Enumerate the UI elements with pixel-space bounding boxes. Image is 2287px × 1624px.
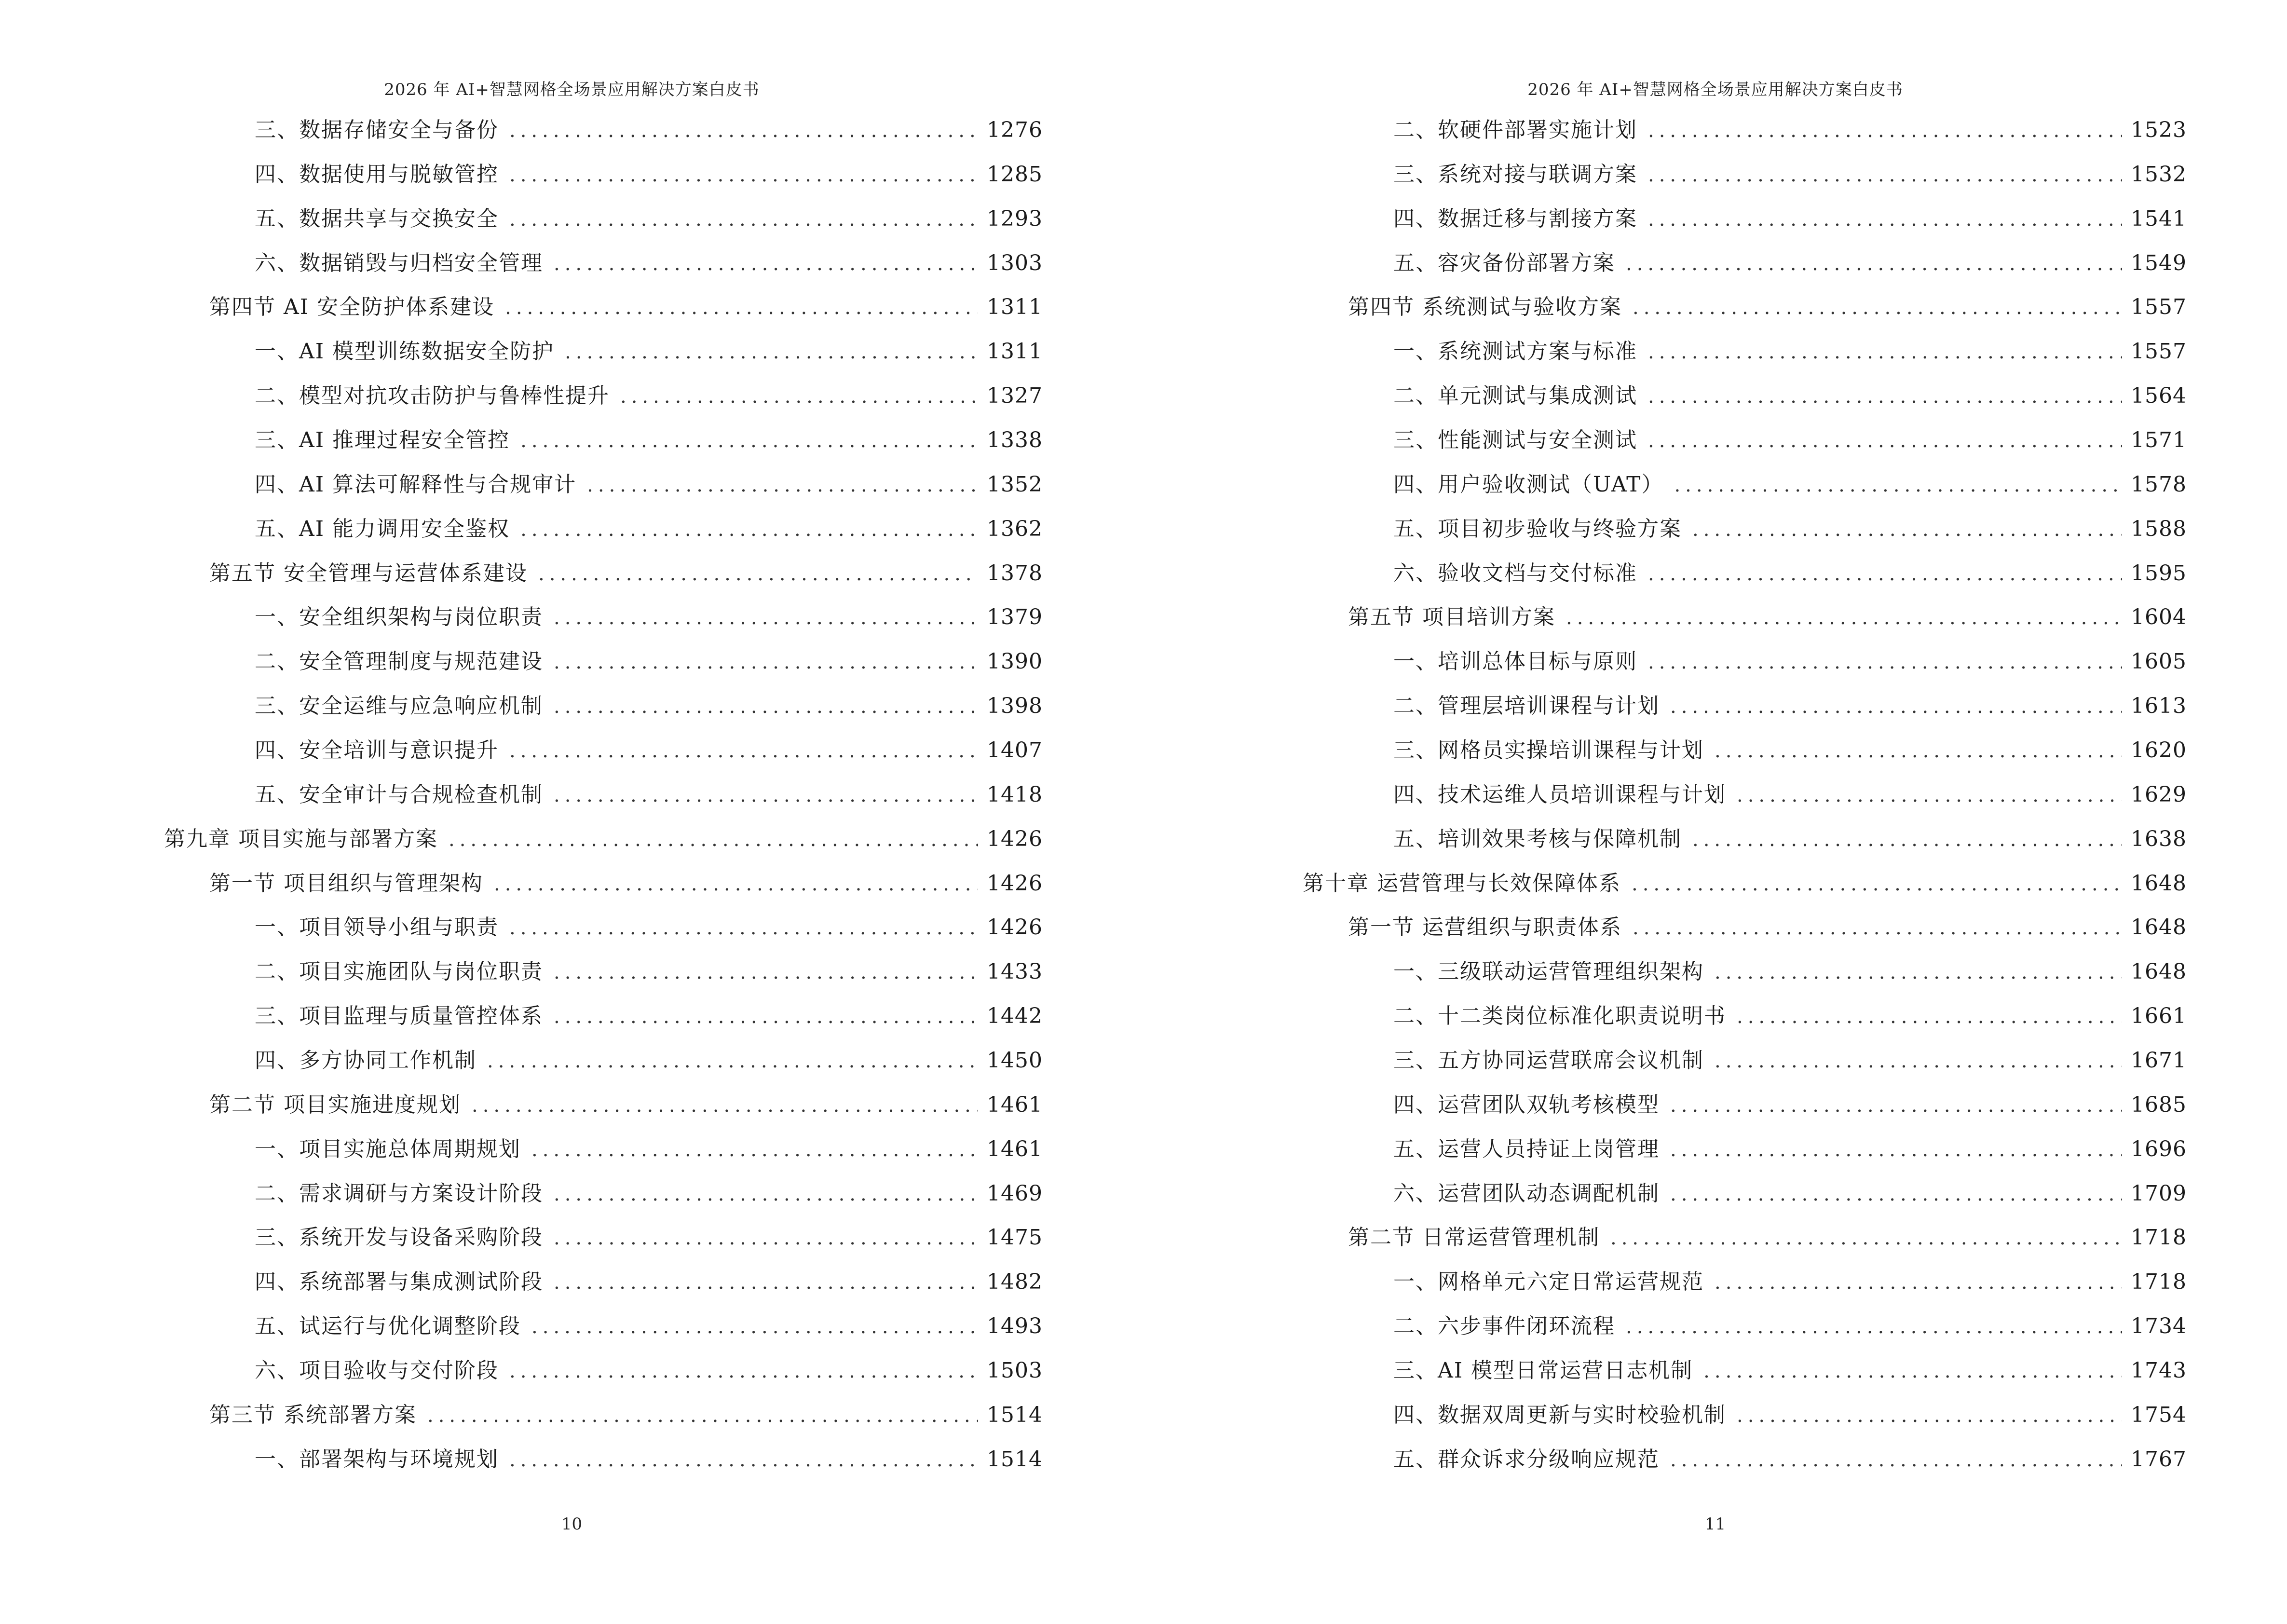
toc-entry-page-number: 1285 <box>987 162 1043 187</box>
toc-subsection-entry[interactable] <box>1303 204 2187 234</box>
toc-entry-page-number: 1311 <box>987 339 1043 364</box>
toc-entry-title: 六、运营团队动态调配机制 <box>1393 1181 1660 1206</box>
toc-subsection-entry[interactable] <box>1303 956 2187 987</box>
toc-entry-title: 四、数据使用与脱敏管控 <box>255 162 499 187</box>
toc-subsection-entry[interactable] <box>1303 646 2187 677</box>
toc-leader-dots <box>487 1046 978 1077</box>
toc-leader-dots <box>554 1001 978 1032</box>
toc-entry-page-number: 1461 <box>987 1092 1043 1117</box>
toc-entry-title: 六、项目验收与交付阶段 <box>255 1358 499 1383</box>
toc-subsection-entry[interactable] <box>164 381 1043 411</box>
toc-leader-dots <box>505 292 978 323</box>
toc-subsection-entry[interactable] <box>164 514 1043 545</box>
toc-entry-page-number: 1578 <box>2131 472 2187 497</box>
toc-subsection-entry[interactable] <box>164 1444 1043 1475</box>
toc-entry-title: 五、群众诉求分级响应规范 <box>1393 1447 1660 1472</box>
toc-entry-title: 二、单元测试与集成测试 <box>1393 383 1637 409</box>
toc-entry-page-number: 1629 <box>2131 782 2187 807</box>
toc-entry-title: 三、项目监理与质量管控体系 <box>255 1004 543 1029</box>
toc-entry-title: 三、五方协同运营联席会议机制 <box>1393 1048 1704 1073</box>
toc-leader-dots <box>1670 1134 2122 1165</box>
toc-entry-page-number: 1595 <box>2131 560 2187 586</box>
toc-leader-dots <box>1632 869 2122 900</box>
toc-leader-dots <box>1692 514 2122 545</box>
toc-entry-title: 第三节 系统部署方案 <box>209 1402 417 1427</box>
toc-leader-dots <box>1648 204 2122 235</box>
toc-entry-title: 六、数据销毁与归档安全管理 <box>255 250 543 275</box>
toc-entry-title: 五、运营人员持证上岗管理 <box>1393 1136 1660 1161</box>
toc-entry-page-number: 1685 <box>2131 1092 2187 1117</box>
toc-leader-dots <box>554 1179 978 1210</box>
toc-section-entry[interactable] <box>164 558 1043 589</box>
toc-chapter-entry[interactable] <box>1303 868 2187 899</box>
toc-entry-title: 二、模型对抗攻击防护与鲁棒性提升 <box>255 383 610 409</box>
toc-entry-page-number: 1557 <box>2131 339 2187 364</box>
toc-leader-dots <box>554 1267 978 1298</box>
toc-leader-dots <box>449 824 978 855</box>
toc-leader-dots <box>1648 647 2122 678</box>
toc-entry-page-number: 1503 <box>987 1358 1043 1383</box>
toc-leader-dots <box>1715 736 2122 766</box>
toc-subsection-entry[interactable] <box>1303 1355 2187 1386</box>
toc-subsection-entry[interactable] <box>1303 159 2187 190</box>
toc-entry-page-number: 1338 <box>987 428 1043 453</box>
toc-leader-dots <box>509 160 978 191</box>
toc-subsection-entry[interactable] <box>164 1222 1043 1253</box>
toc-subsection-entry[interactable] <box>164 956 1043 987</box>
toc-subsection-entry[interactable] <box>1303 779 2187 810</box>
toc-leader-dots <box>1670 1445 2122 1475</box>
toc-entry-title: 四、数据双周更新与实时校验机制 <box>1393 1402 1726 1427</box>
toc-leader-dots <box>1674 470 2122 501</box>
toc-entry-title: 五、项目初步验收与终验方案 <box>1393 516 1682 541</box>
table-of-contents <box>164 115 1043 1475</box>
toc-leader-dots <box>1648 559 2122 589</box>
toc-entry-title: 第五节 安全管理与运营体系建设 <box>209 560 528 586</box>
toc-leader-dots <box>509 1445 978 1475</box>
toc-leader-dots <box>554 248 978 279</box>
toc-subsection-entry[interactable] <box>164 1001 1043 1032</box>
toc-entry-page-number: 1276 <box>987 118 1043 142</box>
toc-leader-dots <box>538 559 978 589</box>
toc-leader-dots <box>1648 115 2122 146</box>
page-header: 2026 年 AI+智慧网格全场景应用解决方案白皮书 <box>384 80 760 99</box>
toc-entry-title: 三、数据存储安全与备份 <box>255 118 499 142</box>
toc-entry-title: 第二节 项目实施进度规划 <box>209 1092 461 1117</box>
toc-entry-title: 二、需求调研与方案设计阶段 <box>255 1181 543 1206</box>
toc-leader-dots <box>1566 602 2122 633</box>
toc-entry-title: 一、部署架构与环境规划 <box>255 1447 499 1472</box>
toc-section-entry[interactable] <box>1303 292 2187 323</box>
toc-entry-page-number: 1327 <box>987 383 1043 409</box>
toc-entry-page-number: 1493 <box>987 1314 1043 1339</box>
toc-leader-dots <box>494 869 978 900</box>
toc-entry-title: 一、三级联动运营管理组织架构 <box>1393 959 1704 984</box>
toc-leader-dots <box>1610 1223 2122 1254</box>
toc-entry-title: 二、安全管理制度与规范建设 <box>255 649 543 674</box>
toc-entry-page-number: 1418 <box>987 782 1043 807</box>
toc-leader-dots <box>554 1223 978 1254</box>
toc-leader-dots <box>1692 824 2122 855</box>
toc-entry-page-number: 1767 <box>2131 1447 2187 1472</box>
toc-entry-title: 一、项目实施总体周期规划 <box>255 1136 521 1161</box>
toc-section-entry[interactable] <box>164 868 1043 899</box>
toc-entry-title: 一、网格单元六定日常运营规范 <box>1393 1269 1704 1295</box>
toc-entry-title: 第四节 系统测试与验收方案 <box>1348 295 1622 320</box>
toc-entry-page-number: 1293 <box>987 206 1043 231</box>
toc-entry-title: 四、用户验收测试（UAT） <box>1393 472 1664 497</box>
toc-entry-page-number: 1648 <box>2131 915 2187 940</box>
toc-entry-page-number: 1696 <box>2131 1136 2187 1161</box>
toc-leader-dots <box>1648 337 2122 368</box>
toc-subsection-entry[interactable] <box>1303 336 2187 367</box>
toc-entry-title: 三、性能测试与安全测试 <box>1393 428 1637 453</box>
toc-leader-dots <box>427 1400 978 1431</box>
toc-entry-page-number: 1514 <box>987 1402 1043 1427</box>
toc-entry-title: 第一节 运营组织与职责体系 <box>1348 915 1622 940</box>
toc-entry-title: 一、AI 模型训练数据安全防护 <box>255 339 555 364</box>
toc-section-entry[interactable] <box>164 292 1043 323</box>
toc-subsection-entry[interactable] <box>1303 514 2187 545</box>
toc-entry-page-number: 1442 <box>987 1004 1043 1029</box>
toc-leader-dots <box>520 425 978 456</box>
toc-subsection-entry[interactable] <box>164 1355 1043 1386</box>
toc-entry-page-number: 1352 <box>987 472 1043 497</box>
toc-entry-page-number: 1469 <box>987 1181 1043 1206</box>
toc-entry-page-number: 1613 <box>2131 694 2187 719</box>
toc-entry-page-number: 1743 <box>2131 1358 2187 1383</box>
toc-subsection-entry[interactable] <box>1303 248 2187 279</box>
toc-entry-page-number: 1303 <box>987 250 1043 275</box>
toc-entry-title: 二、管理层培训课程与计划 <box>1393 694 1660 719</box>
toc-entry-title: 第四节 AI 安全防护体系建设 <box>209 295 495 320</box>
toc-entry-page-number: 1604 <box>2131 605 2187 630</box>
toc-subsection-entry[interactable] <box>1303 1267 2187 1297</box>
toc-entry-title: 第十章 运营管理与长效保障体系 <box>1303 871 1621 896</box>
toc-subsection-entry[interactable] <box>1303 824 2187 855</box>
toc-subsection-entry[interactable] <box>1303 1045 2187 1076</box>
toc-subsection-entry[interactable] <box>1303 1134 2187 1165</box>
toc-leader-dots <box>509 204 978 235</box>
toc-leader-dots <box>1670 691 2122 722</box>
toc-entry-page-number: 1362 <box>987 516 1043 541</box>
toc-entry-title: 五、数据共享与交换安全 <box>255 206 499 231</box>
toc-leader-dots <box>520 514 978 545</box>
toc-subsection-entry[interactable] <box>1303 1178 2187 1209</box>
toc-subsection-entry[interactable] <box>164 646 1043 677</box>
toc-entry-page-number: 1378 <box>987 560 1043 586</box>
toc-leader-dots <box>1715 957 2122 988</box>
toc-entry-title: 一、项目领导小组与职责 <box>255 915 499 940</box>
toc-subsection-entry[interactable] <box>1303 425 2187 456</box>
toc-leader-dots <box>1737 1001 2122 1032</box>
toc-section-entry[interactable] <box>164 1400 1043 1431</box>
toc-leader-dots <box>1737 1400 2122 1431</box>
toc-subsection-entry[interactable] <box>164 425 1043 456</box>
toc-subsection-entry[interactable] <box>164 336 1043 367</box>
toc-entry-title: 四、安全培训与意识提升 <box>255 738 499 763</box>
toc-subsection-entry[interactable] <box>1303 115 2187 146</box>
toc-entry-page-number: 1532 <box>2131 162 2187 187</box>
toc-entry-page-number: 1482 <box>987 1269 1043 1295</box>
toc-subsection-entry[interactable] <box>164 159 1043 190</box>
toc-section-entry[interactable] <box>164 1090 1043 1120</box>
toc-leader-dots <box>1715 1267 2122 1298</box>
toc-entry-page-number: 1379 <box>987 605 1043 630</box>
toc-subsection-entry[interactable] <box>1303 381 2187 411</box>
toc-subsection-entry[interactable] <box>1303 735 2187 766</box>
toc-entry-page-number: 1549 <box>2131 250 2187 275</box>
toc-subsection-entry[interactable] <box>164 115 1043 146</box>
toc-entry-title: 二、软硬件部署实施计划 <box>1393 118 1637 142</box>
toc-entry-title: 五、AI 能力调用安全鉴权 <box>255 516 510 541</box>
toc-leader-dots <box>1737 780 2122 811</box>
toc-entry-title: 四、数据迁移与割接方案 <box>1393 206 1637 231</box>
page-number: 11 <box>1704 1515 1726 1534</box>
toc-entry-title: 五、容灾备份部署方案 <box>1393 250 1615 275</box>
toc-entry-title: 六、验收文档与交付标准 <box>1393 560 1637 586</box>
toc-leader-dots <box>509 913 978 943</box>
toc-entry-page-number: 1390 <box>987 649 1043 674</box>
toc-entry-title: 一、系统测试方案与标准 <box>1393 339 1637 364</box>
toc-entry-page-number: 1605 <box>2131 649 2187 674</box>
toc-leader-dots <box>554 602 978 633</box>
toc-entry-title: 五、试运行与优化调整阶段 <box>255 1314 521 1339</box>
toc-entry-page-number: 1523 <box>2131 118 2187 142</box>
toc-leader-dots <box>1633 913 2122 943</box>
toc-entry-page-number: 1709 <box>2131 1181 2187 1206</box>
toc-entry-page-number: 1648 <box>2131 959 2187 984</box>
toc-subsection-entry[interactable] <box>164 204 1043 234</box>
toc-entry-title: 一、培训总体目标与原则 <box>1393 649 1637 674</box>
toc-subsection-entry[interactable] <box>1303 469 2187 500</box>
toc-entry-page-number: 1475 <box>987 1225 1043 1250</box>
toc-entry-page-number: 1620 <box>2131 738 2187 763</box>
toc-subsection-entry[interactable] <box>164 469 1043 500</box>
toc-subsection-entry[interactable] <box>164 1311 1043 1342</box>
toc-leader-dots <box>620 381 978 412</box>
toc-entry-page-number: 1718 <box>2131 1225 2187 1250</box>
toc-entry-page-number: 1450 <box>987 1048 1043 1073</box>
toc-entry-title: 一、安全组织架构与岗位职责 <box>255 605 543 630</box>
toc-subsection-entry[interactable] <box>1303 1444 2187 1475</box>
toc-entry-title: 三、AI 模型日常运营日志机制 <box>1393 1358 1693 1383</box>
toc-subsection-entry[interactable] <box>164 1178 1043 1209</box>
toc-subsection-entry[interactable] <box>164 735 1043 766</box>
toc-entry-page-number: 1407 <box>987 738 1043 763</box>
toc-leader-dots <box>531 1311 978 1342</box>
toc-entry-title: 四、系统部署与集成测试阶段 <box>255 1269 543 1295</box>
toc-entry-page-number: 1398 <box>987 694 1043 719</box>
toc-entry-page-number: 1564 <box>2131 383 2187 409</box>
toc-entry-page-number: 1426 <box>987 915 1043 940</box>
toc-leader-dots <box>1703 1356 2122 1387</box>
toc-entry-title: 第一节 项目组织与管理架构 <box>209 871 483 896</box>
toc-entry-page-number: 1426 <box>987 871 1043 896</box>
toc-leader-dots <box>1670 1090 2122 1121</box>
toc-subsection-entry[interactable] <box>164 1045 1043 1076</box>
toc-section-entry[interactable] <box>1303 602 2187 633</box>
toc-entry-page-number: 1461 <box>987 1136 1043 1161</box>
toc-entry-title: 第二节 日常运营管理机制 <box>1348 1225 1600 1250</box>
toc-leader-dots <box>472 1090 978 1121</box>
toc-leader-dots <box>1670 1179 2122 1210</box>
toc-section-entry[interactable] <box>1303 1222 2187 1253</box>
toc-entry-page-number: 1671 <box>2131 1048 2187 1073</box>
toc-entry-page-number: 1433 <box>987 959 1043 984</box>
toc-entry-page-number: 1718 <box>2131 1269 2187 1295</box>
toc-leader-dots <box>565 337 978 368</box>
toc-subsection-entry[interactable] <box>1303 1090 2187 1120</box>
toc-leader-dots <box>1648 381 2122 412</box>
toc-subsection-entry[interactable] <box>1303 1001 2187 1032</box>
toc-subsection-entry[interactable] <box>164 1267 1043 1297</box>
toc-leader-dots <box>554 957 978 988</box>
page-header: 2026 年 AI+智慧网格全场景应用解决方案白皮书 <box>1527 80 1903 99</box>
toc-entry-title: 三、系统开发与设备采购阶段 <box>255 1225 543 1250</box>
toc-leader-dots <box>1633 292 2122 323</box>
toc-subsection-entry[interactable] <box>164 602 1043 633</box>
toc-subsection-entry[interactable] <box>164 912 1043 943</box>
toc-subsection-entry[interactable] <box>164 248 1043 279</box>
toc-entry-title: 二、项目实施团队与岗位职责 <box>255 959 543 984</box>
toc-leader-dots <box>554 780 978 811</box>
toc-entry-title: 三、AI 推理过程安全管控 <box>255 428 510 453</box>
toc-leader-dots <box>1715 1046 2122 1077</box>
toc-subsection-entry[interactable] <box>1303 691 2187 722</box>
toc-entry-title: 五、安全审计与合规检查机制 <box>255 782 543 807</box>
toc-leader-dots <box>554 647 978 678</box>
table-of-contents <box>1303 115 2187 1475</box>
toc-leader-dots <box>509 115 978 146</box>
toc-entry-page-number: 1734 <box>2131 1314 2187 1339</box>
toc-leader-dots <box>1648 425 2122 456</box>
toc-subsection-entry[interactable] <box>1303 1311 2187 1342</box>
toc-entry-page-number: 1661 <box>2131 1004 2187 1029</box>
toc-entry-title: 三、网格员实操培训课程与计划 <box>1393 738 1704 763</box>
toc-entry-title: 五、培训效果考核与保障机制 <box>1393 826 1682 851</box>
toc-subsection-entry[interactable] <box>164 1134 1043 1165</box>
toc-entry-title: 四、技术运维人员培训课程与计划 <box>1393 782 1726 807</box>
toc-leader-dots <box>554 691 978 722</box>
toc-entry-title: 四、AI 算法可解释性与合规审计 <box>255 472 577 497</box>
toc-entry-page-number: 1571 <box>2131 428 2187 453</box>
toc-entry-page-number: 1514 <box>987 1447 1043 1472</box>
toc-section-entry[interactable] <box>1303 912 2187 943</box>
toc-subsection-entry[interactable] <box>1303 1400 2187 1431</box>
toc-subsection-entry[interactable] <box>164 779 1043 810</box>
toc-entry-title: 二、六步事件闭环流程 <box>1393 1314 1615 1339</box>
toc-leader-dots <box>1648 160 2122 191</box>
page-number: 10 <box>561 1515 583 1534</box>
toc-entry-page-number: 1648 <box>2131 871 2187 896</box>
toc-leader-dots <box>509 736 978 766</box>
toc-entry-page-number: 1588 <box>2131 516 2187 541</box>
toc-entry-page-number: 1557 <box>2131 295 2187 320</box>
toc-entry-title: 四、运营团队双轨考核模型 <box>1393 1092 1660 1117</box>
toc-subsection-entry[interactable] <box>1303 558 2187 589</box>
toc-entry-title: 三、安全运维与应急响应机制 <box>255 694 543 719</box>
toc-entry-title: 四、多方协同工作机制 <box>255 1048 476 1073</box>
toc-entry-title: 第九章 项目实施与部署方案 <box>164 826 438 851</box>
toc-leader-dots <box>1626 1311 2122 1342</box>
toc-leader-dots <box>1626 248 2122 279</box>
right-page <box>1144 0 2287 1624</box>
toc-subsection-entry[interactable] <box>164 691 1043 722</box>
toc-entry-page-number: 1311 <box>987 295 1043 320</box>
toc-entry-page-number: 1426 <box>987 826 1043 851</box>
toc-entry-title: 第五节 项目培训方案 <box>1348 605 1555 630</box>
toc-chapter-entry[interactable] <box>164 824 1043 855</box>
toc-entry-title: 三、系统对接与联调方案 <box>1393 162 1637 187</box>
toc-entry-page-number: 1638 <box>2131 826 2187 851</box>
toc-entry-title: 二、十二类岗位标准化职责说明书 <box>1393 1004 1726 1029</box>
toc-leader-dots <box>587 470 978 501</box>
toc-entry-page-number: 1541 <box>2131 206 2187 231</box>
toc-leader-dots <box>509 1356 978 1387</box>
toc-entry-page-number: 1754 <box>2131 1402 2187 1427</box>
toc-leader-dots <box>531 1134 978 1165</box>
